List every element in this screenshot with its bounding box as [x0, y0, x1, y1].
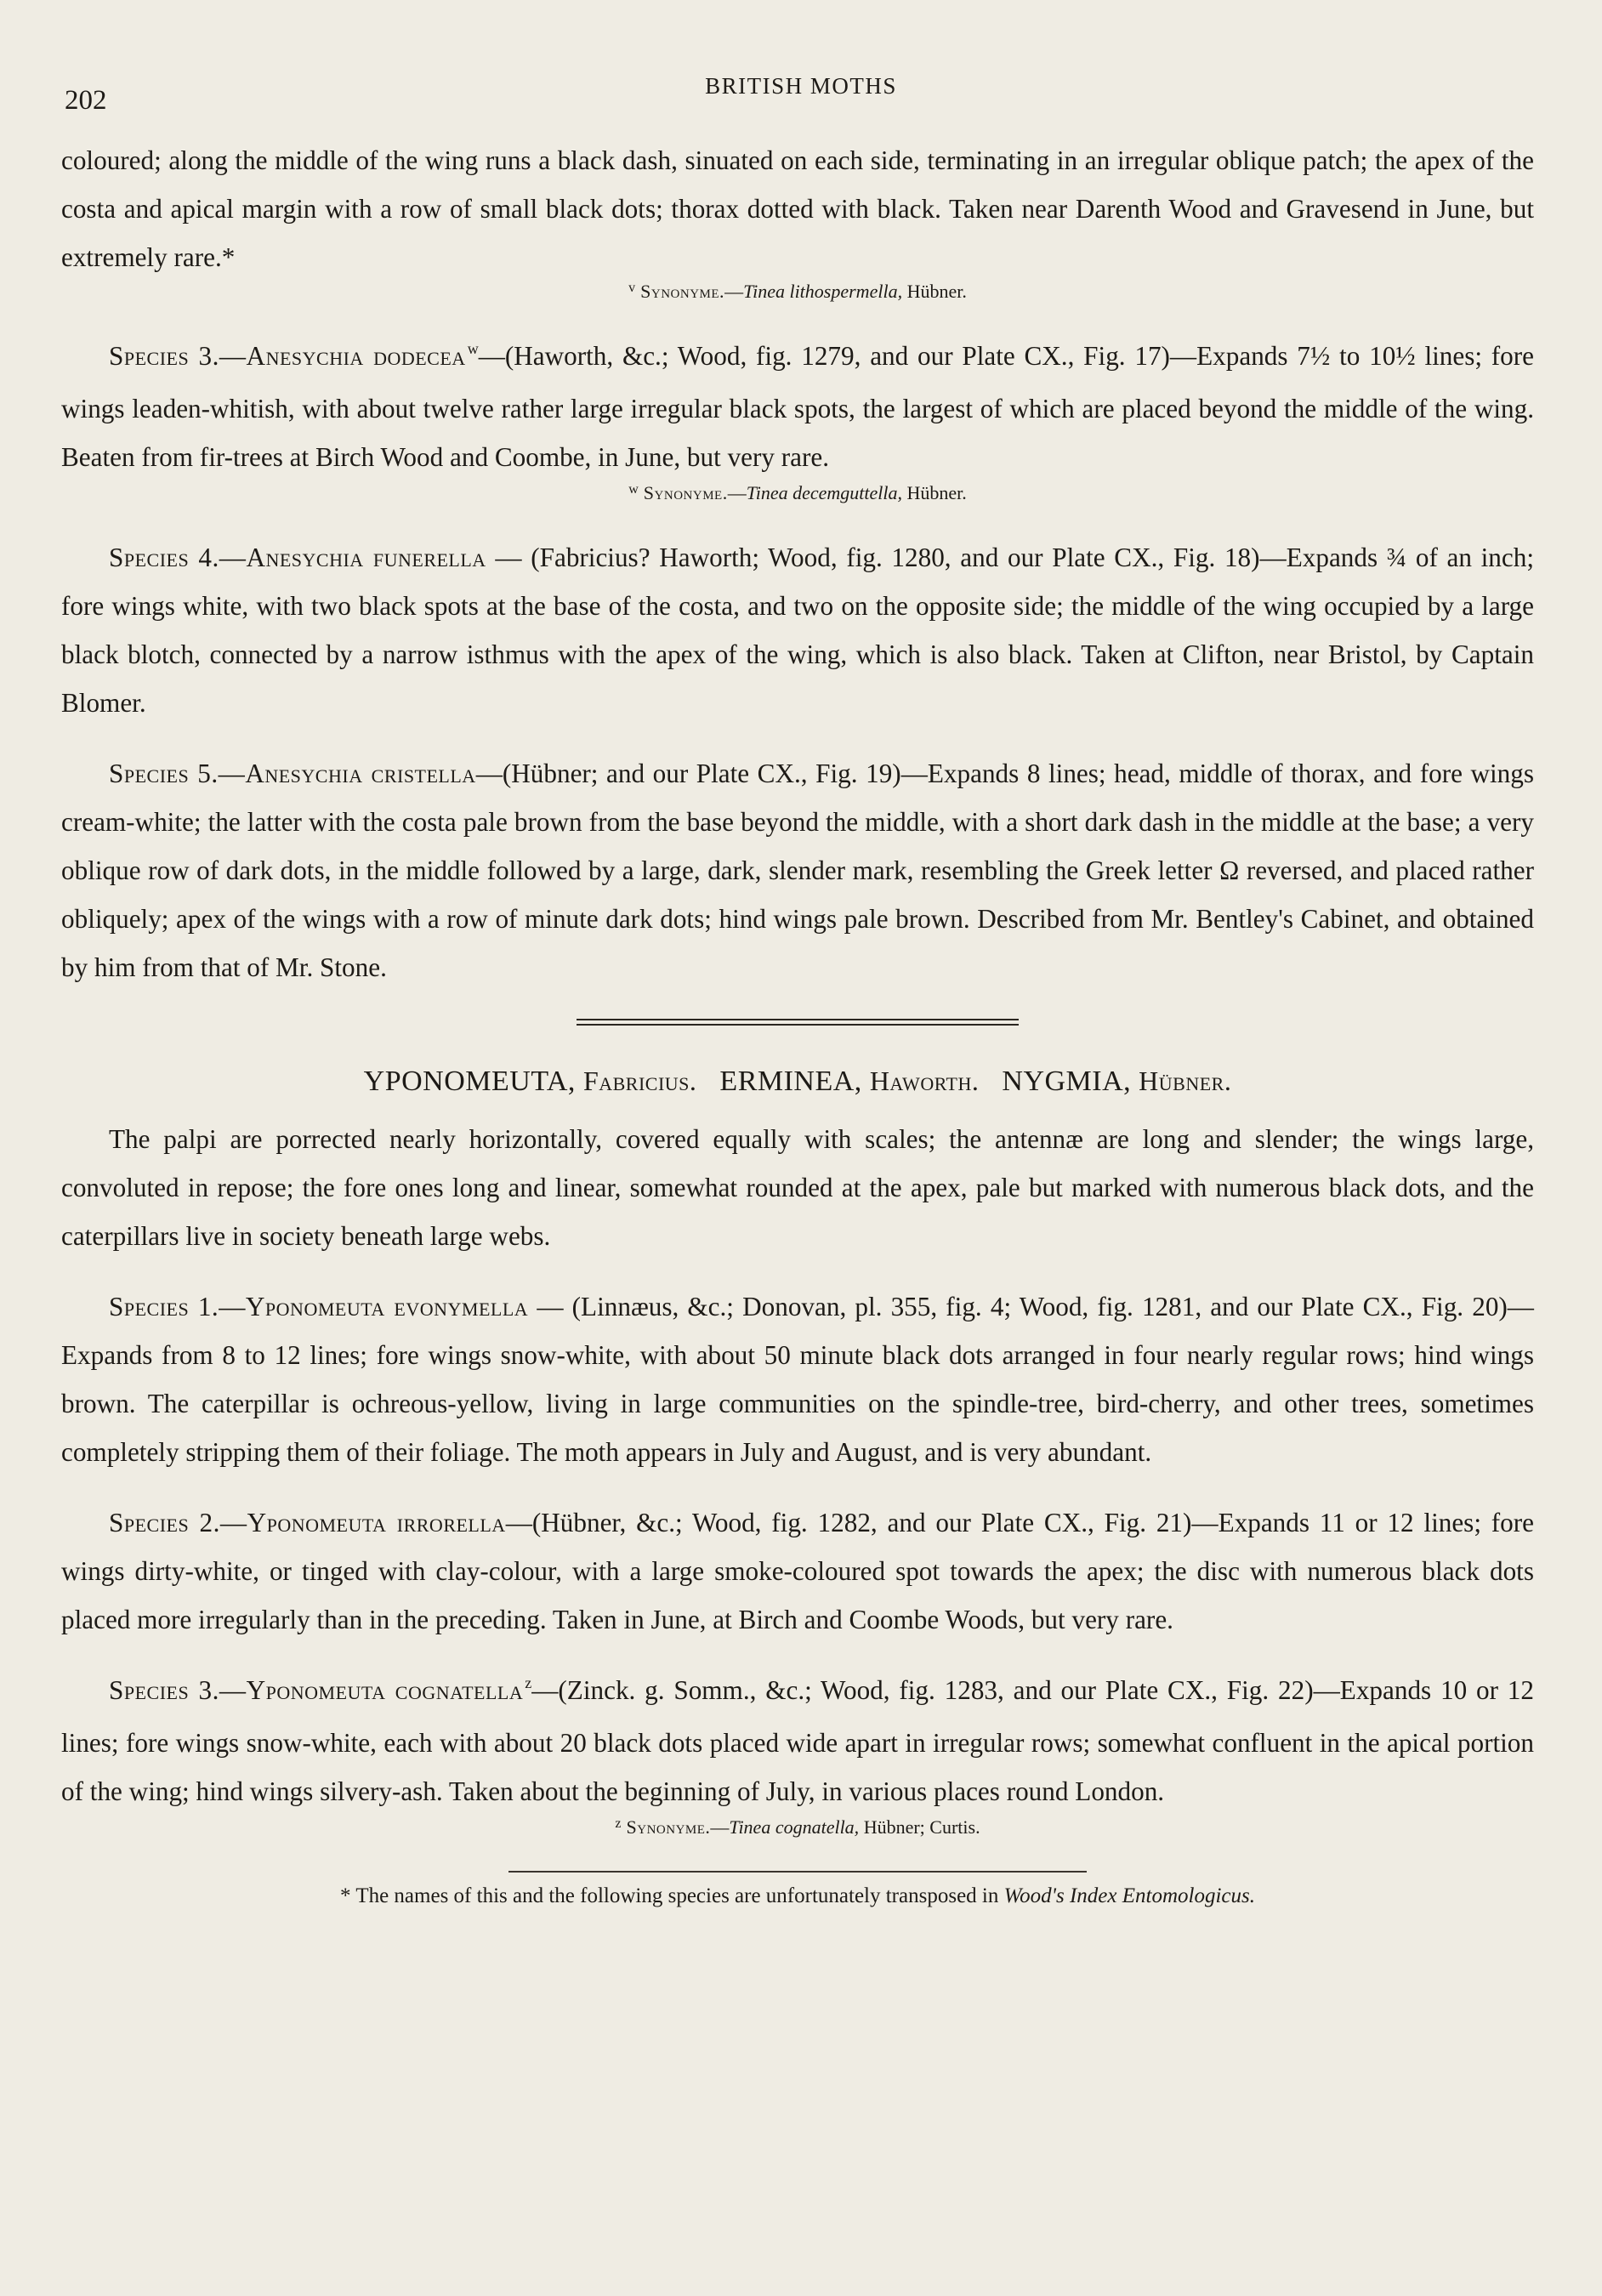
footnote	[61, 1879, 1534, 1913]
species-entry	[61, 533, 1534, 727]
synonym-author: Hübner.	[902, 281, 967, 302]
synonym-label: Synonyme.	[640, 281, 725, 302]
intro-text: coloured; along the middle of the wing runs a black dash, sinuated on each side, terminating in an irregular oblique patch; the apex of the costa and apical margin with a row of small black dots; thorax dotted with black. Taken near Darenth Wood and Gravesend in June, but extremely rare.*	[61, 145, 1534, 272]
footnote-title: Wood's Index Entomologicus.	[1003, 1884, 1255, 1907]
synonym-name: Tinea cognatella,	[729, 1816, 860, 1838]
synonym-name: Tinea decemguttella,	[746, 482, 902, 503]
genus-description: The palpi are porrected nearly horizontally, covered equally with scales; the antennæ are long and slender; the wings large, convoluted in repose; the fore ones long and linear, somewhat rounded at the apex, pale but marked with numerous black dots, and the caterpillars live in society beneath large webs.	[61, 1124, 1534, 1251]
species-label: Species 4.—Anesychia funerella	[109, 543, 486, 572]
page-number: 202	[65, 85, 107, 116]
genus-name: NYGMIA,	[1002, 1066, 1132, 1097]
synonym-note: $^w$ Synonyme.—Tinea decemguttella, Hübner.	[628, 482, 967, 503]
species-text: —(Haworth, &c.; Wood, fig. 1279, and our Plate CX., Fig. 17)—Expands 7½ to 10½ lines; fore wings leaden-whitish, with about twelve rather large irregular black spots, the largest of which are placed beyond the middle of the wing. Beaten from fir-trees at Birch Wood and Coombe, in June, but very rare.	[61, 341, 1535, 472]
synonym-mark: w	[628, 482, 639, 497]
synonym-note: $^z$ Synonyme.—Tinea cognatella, Hübner; Curtis.	[615, 1816, 980, 1838]
footnote-text: The names of this and the following species are unfortunately transposed in	[350, 1884, 1004, 1907]
genus-name: ERMINEA,	[719, 1066, 862, 1097]
genus-author: Fabricius.	[582, 1066, 697, 1096]
species-entry	[61, 332, 1534, 481]
intro-paragraph	[61, 136, 1534, 281]
synonym-author: Hübner.	[902, 482, 967, 503]
page-body	[61, 136, 1534, 1913]
synonym-mark: v	[628, 281, 636, 295]
synonym-name: Tinea lithospermella,	[743, 281, 903, 302]
running-head	[0, 70, 1602, 116]
species-entry	[61, 749, 1534, 992]
synonym-mark: z	[615, 1816, 622, 1831]
section-divider	[577, 1019, 1019, 1026]
synonym-note: $^v$ Synonyme.—Tinea lithospermella, Hübner.	[628, 281, 967, 302]
species-text: — (Linnæus, &c.; Donovan, pl. 355, fig. 4; Wood, fig. 1281, and our Plate CX., Fig. 20)—Expands from 8 to 12 lines; fore wings snow-white, with about 50 minute black dots arranged in four nearly regular rows; hind wings brown. The caterpillar is ochreous-yellow, living in large communities on the spindle-tree, bird-cherry, and other trees, sometimes completely stripping them of their foliage. The moth appears in July and August, and is very abundant.	[61, 1292, 1534, 1467]
genus-author: Haworth.	[869, 1066, 980, 1096]
genus-name: YPONOMEUTA,	[363, 1066, 576, 1097]
species-entry	[61, 1666, 1534, 1816]
species-label: Species 1.—Yponomeuta evonymella	[109, 1292, 529, 1321]
synonym-ref-mark: z	[525, 1674, 532, 1691]
synonym-label: Synonyme.	[626, 1816, 711, 1838]
genus-author: Hübner.	[1139, 1066, 1232, 1096]
footnote-rule	[508, 1871, 1087, 1873]
running-title: BRITISH MOTHS	[705, 73, 897, 99]
species-text: — (Fabricius? Haworth; Wood, fig. 1280, and our Plate CX., Fig. 18)—Expands ¾ of an inch; fore wings white, with two black spots at the base of the costa, and two on the opposite side; the middle of the wing occupied by a large black blotch, connected by a narrow isthmus with the apex of the wing, which is also black. Taken at Clifton, near Bristol, by Captain Blomer.	[61, 543, 1534, 718]
species-label: Species 5.—Anesychia cristella	[109, 759, 476, 788]
species-label: Species 3.—Yponomeuta cognatella	[109, 1675, 524, 1705]
synonym-ref-mark: w	[467, 340, 479, 357]
synonym-label: Synonyme.	[643, 482, 728, 503]
species-entry	[61, 1282, 1534, 1476]
synonym-author: Hübner; Curtis.	[859, 1816, 980, 1838]
species-label: Species 2.—Yponomeuta irrorella	[109, 1508, 506, 1537]
species-label: Species 3.—Anesychia dodecea	[109, 341, 466, 371]
footnote-mark: *	[340, 1884, 351, 1907]
species-entry	[61, 1498, 1534, 1644]
genus-heading	[61, 1060, 1534, 1103]
species-text: —(Hübner, &c.; Wood, fig. 1282, and our Plate CX., Fig. 21)—Expands 11 or 12 lines; fore wings dirty-white, or tinged with clay-colour, with a large smoke-coloured spot towards the apex; the disc with numerous black dots placed more irregularly than in the preceding. Taken in June, at Birch and Coombe Woods, but very rare.	[61, 1508, 1534, 1634]
species-text: —(Zinck. g. Somm., &c.; Wood, fig. 1283, and our Plate CX., Fig. 22)—Expands 10 or 12 lines; fore wings snow-white, each with about 20 black dots placed wide apart in irregular rows; somewhat confluent in the apical portion of the wing; hind wings silvery-ash. Taken about the beginning of July, in various places round London.	[61, 1675, 1534, 1806]
species-text: —(Hübner; and our Plate CX., Fig. 19)—Expands 8 lines; head, middle of thorax, and fore wings cream-white; the latter with the costa pale brown from the base beyond the middle, with a short dark dash in the middle at the base; a very oblique row of dark dots, in the middle followed by a large, dark, slender mark, resembling the Greek letter Ω reversed, and placed rather obliquely; apex of the wings with a row of minute dark dots; hind wings pale brown. Described from Mr. Bentley's Cabinet, and obtained by him from that of Mr. Stone.	[61, 759, 1534, 982]
